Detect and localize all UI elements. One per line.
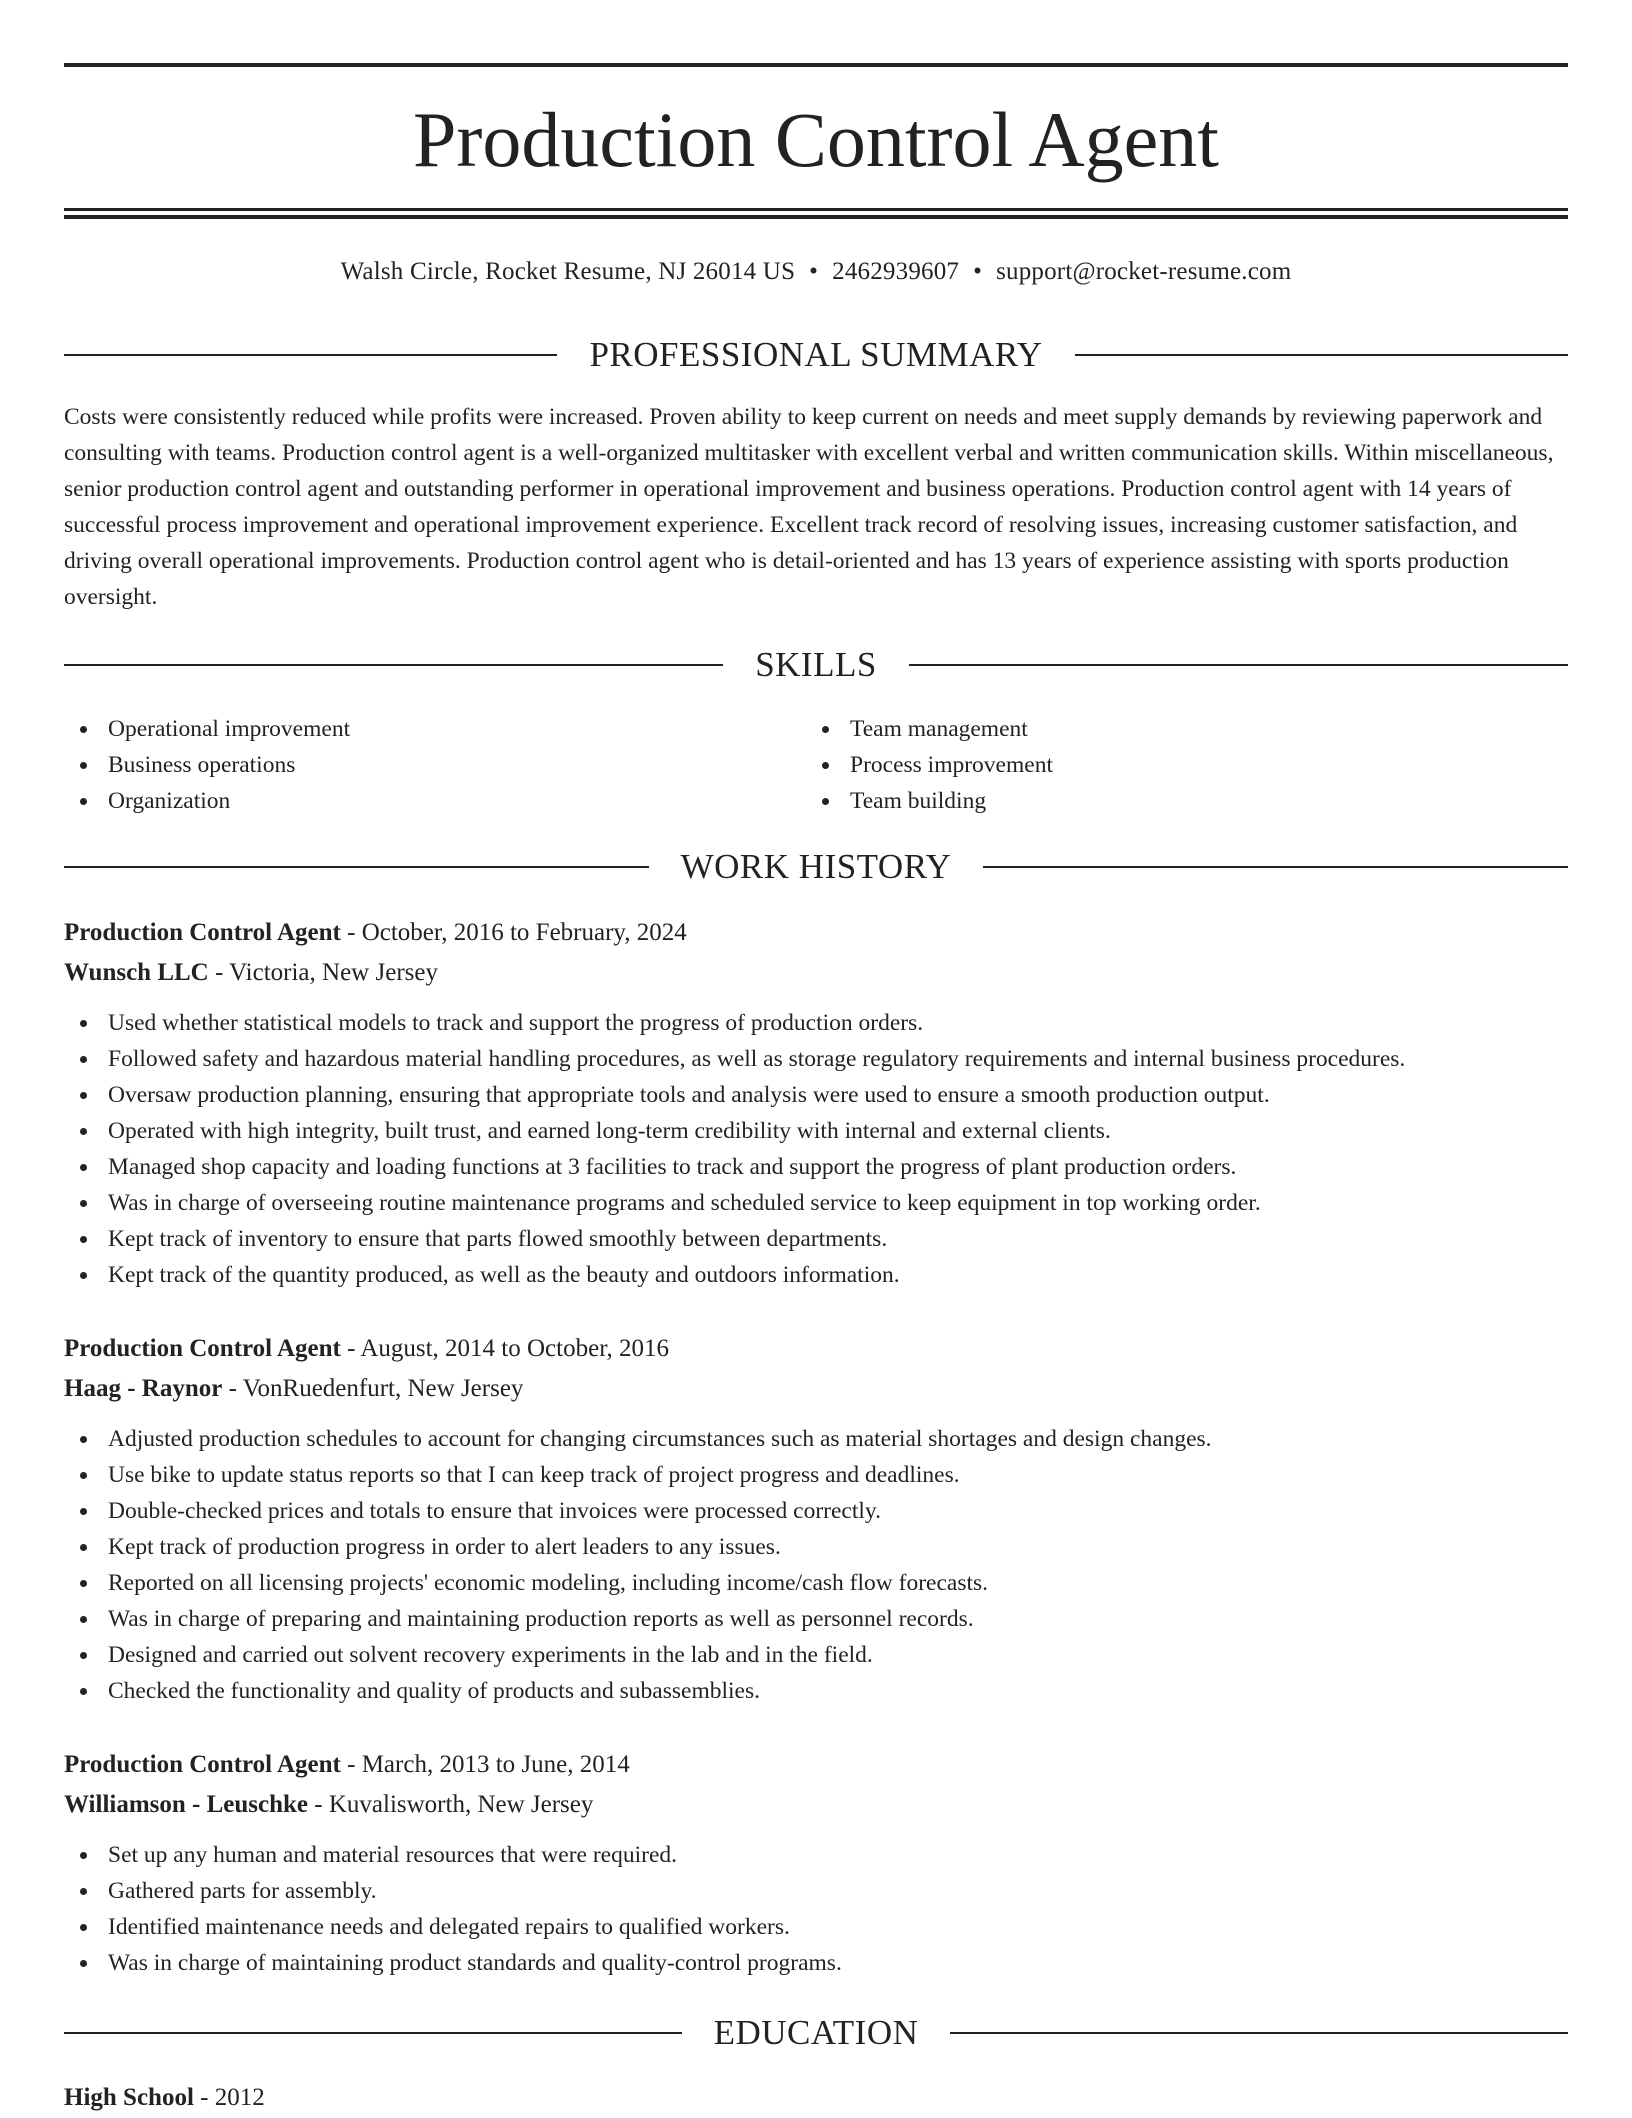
summary-text: Costs were consistently reduced while profits were increased. Proven ability to keep current on needs and meet supply demands by reviewing paperwork and consulting with teams. Production control agent is a well-organized multitasker with excellent verbal and written communication skills. Within miscellaneous, senior production control agent and outstanding performer in operational improvement and business operations. Production control agent with 14 years of successful process improvement and operational improvement experience. Excellent track record of resolving issues, increasing customer satisfaction, and driving overall operational improvements. Production control agent who is detail-oriented and has 13 years of experience assisting with sports production oversight. xyxy=(64,404,1554,610)
dash: - xyxy=(308,1791,329,1818)
skill-item: Process improvement xyxy=(806,747,1506,783)
job-location: Kuvalisworth, New Jersey xyxy=(328,1791,594,1818)
education-heading-label: EDUCATION xyxy=(713,2013,919,2052)
dash: - xyxy=(340,1751,362,1778)
heading-rule-left xyxy=(64,2032,682,2034)
job-duty: Double-checked prices and totals to ensure that invoices were processed correctly. xyxy=(64,1493,1568,1529)
heading-rule-right xyxy=(950,2032,1568,2034)
job-company-line xyxy=(64,953,1568,993)
job-title: Production Control Agent xyxy=(64,1751,341,1778)
skills-right-column xyxy=(806,711,1506,819)
job-entry xyxy=(64,1329,1568,1709)
job-location: Victoria, New Jersey xyxy=(229,959,438,986)
dash: - xyxy=(208,959,230,986)
job-dates: March, 2013 to June, 2014 xyxy=(361,1751,630,1778)
summary-heading-label: PROFESSIONAL SUMMARY xyxy=(589,335,1043,374)
skill-item: Operational improvement xyxy=(64,711,764,747)
skill-item: Team management xyxy=(806,711,1506,747)
contact-separator: • xyxy=(809,258,819,285)
job-duty: Oversaw production planning, ensuring that appropriate tools and analysis were used to ensure a smooth production output. xyxy=(64,1077,1568,1113)
skill-item: Business operations xyxy=(64,747,764,783)
heading-rule-right xyxy=(983,866,1568,868)
skill-item: Organization xyxy=(64,783,764,819)
job-duty: Designed and carried out solvent recovery experiments in the lab and in the field. xyxy=(64,1637,1568,1673)
contact-line xyxy=(64,254,1568,290)
education-entry xyxy=(64,2078,1568,2118)
contact-email: support@rocket-resume.com xyxy=(996,258,1292,285)
job-duty: Kept track of the quantity produced, as well as the beauty and outdoors information. xyxy=(64,1257,1568,1293)
education-section-heading xyxy=(64,2011,1568,2055)
job-duty: Kept track of inventory to ensure that parts flowed smoothly between departments. xyxy=(64,1221,1568,1257)
job-company-line xyxy=(64,1785,1568,1825)
contact-separator: • xyxy=(973,258,983,285)
job-duty: Checked the functionality and quality of products and subassemblies. xyxy=(64,1673,1568,1709)
skills-list-right xyxy=(806,711,1506,819)
job-dates: August, 2014 to October, 2016 xyxy=(360,1335,670,1362)
dash: - xyxy=(340,1335,361,1362)
job-title-line xyxy=(64,1745,1568,1785)
title-double-rule-lower xyxy=(64,215,1568,219)
dash: - xyxy=(222,1375,243,1402)
dash: - xyxy=(193,2084,215,2111)
work-history-heading-label: WORK HISTORY xyxy=(680,847,952,886)
job-duty: Was in charge of maintaining product standards and quality-control programs. xyxy=(64,1945,1568,1981)
job-duty: Managed shop capacity and loading functions at 3 facilities to track and support the progress of plant production orders. xyxy=(64,1149,1568,1185)
job-duty: Gathered parts for assembly. xyxy=(64,1873,1568,1909)
job-duty: Was in charge of overseeing routine maintenance programs and scheduled service to keep equipment in top working order. xyxy=(64,1185,1568,1221)
work-history-section-heading xyxy=(64,845,1568,889)
job-company: Wunsch LLC xyxy=(64,959,209,986)
dash: - xyxy=(340,919,362,946)
job-duty: Kept track of production progress in order to alert leaders to any issues. xyxy=(64,1529,1568,1565)
contact-address: Walsh Circle, Rocket Resume, NJ 26014 US xyxy=(340,258,796,285)
job-location: VonRuedenfurt, New Jersey xyxy=(242,1375,524,1402)
job-duties-list xyxy=(64,1421,1568,1709)
heading-rule-right xyxy=(909,664,1568,666)
job-entry xyxy=(64,1745,1568,1981)
job-duty: Followed safety and hazardous material handling procedures, as well as storage regulatory requirements and internal business procedures. xyxy=(64,1041,1568,1077)
education-year: 2012 xyxy=(214,2084,265,2111)
job-entry xyxy=(64,913,1568,1293)
contact-phone: 2462939607 xyxy=(832,258,960,285)
top-rule xyxy=(64,63,1568,67)
job-company-line xyxy=(64,1369,1568,1409)
heading-rule-left xyxy=(64,866,649,868)
resume-title: Production Control Agent xyxy=(413,96,1219,183)
job-title: Production Control Agent xyxy=(64,919,341,946)
job-duty: Identified maintenance needs and delegated repairs to qualified workers. xyxy=(64,1909,1568,1945)
job-title-line xyxy=(64,913,1568,953)
job-duty: Adjusted production schedules to account for changing circumstances such as material shortages and design changes. xyxy=(64,1421,1568,1457)
job-duty: Was in charge of preparing and maintaining production reports as well as personnel records. xyxy=(64,1601,1568,1637)
job-company: Williamson - Leuschke xyxy=(64,1791,309,1818)
skills-left-column xyxy=(64,711,764,819)
job-duty: Use bike to update status reports so that I can keep track of project progress and deadlines. xyxy=(64,1457,1568,1493)
job-company: Haag - Raynor xyxy=(64,1375,223,1402)
skills-heading-label: SKILLS xyxy=(755,645,877,684)
job-duties-list xyxy=(64,1005,1568,1293)
heading-rule-right xyxy=(1075,354,1568,356)
job-duty: Used whether statistical models to track and support the progress of production orders. xyxy=(64,1005,1568,1041)
skills-list-left xyxy=(64,711,764,819)
skills-section-heading xyxy=(64,643,1568,687)
heading-rule-left xyxy=(64,664,723,666)
job-duty: Set up any human and material resources that were required. xyxy=(64,1837,1568,1873)
summary-section-heading xyxy=(64,333,1568,377)
skill-item: Team building xyxy=(806,783,1506,819)
job-title-line xyxy=(64,1329,1568,1369)
job-dates: October, 2016 to February, 2024 xyxy=(361,919,687,946)
education-school: High School xyxy=(64,2084,194,2111)
job-duty: Operated with high integrity, built trust, and earned long-term credibility with internal and external clients. xyxy=(64,1113,1568,1149)
title-double-rule-upper xyxy=(64,208,1568,211)
job-duties-list xyxy=(64,1837,1568,1981)
heading-rule-left xyxy=(64,354,557,356)
job-title: Production Control Agent xyxy=(64,1335,341,1362)
job-duty: Reported on all licensing projects' economic modeling, including income/cash flow forecasts. xyxy=(64,1565,1568,1601)
